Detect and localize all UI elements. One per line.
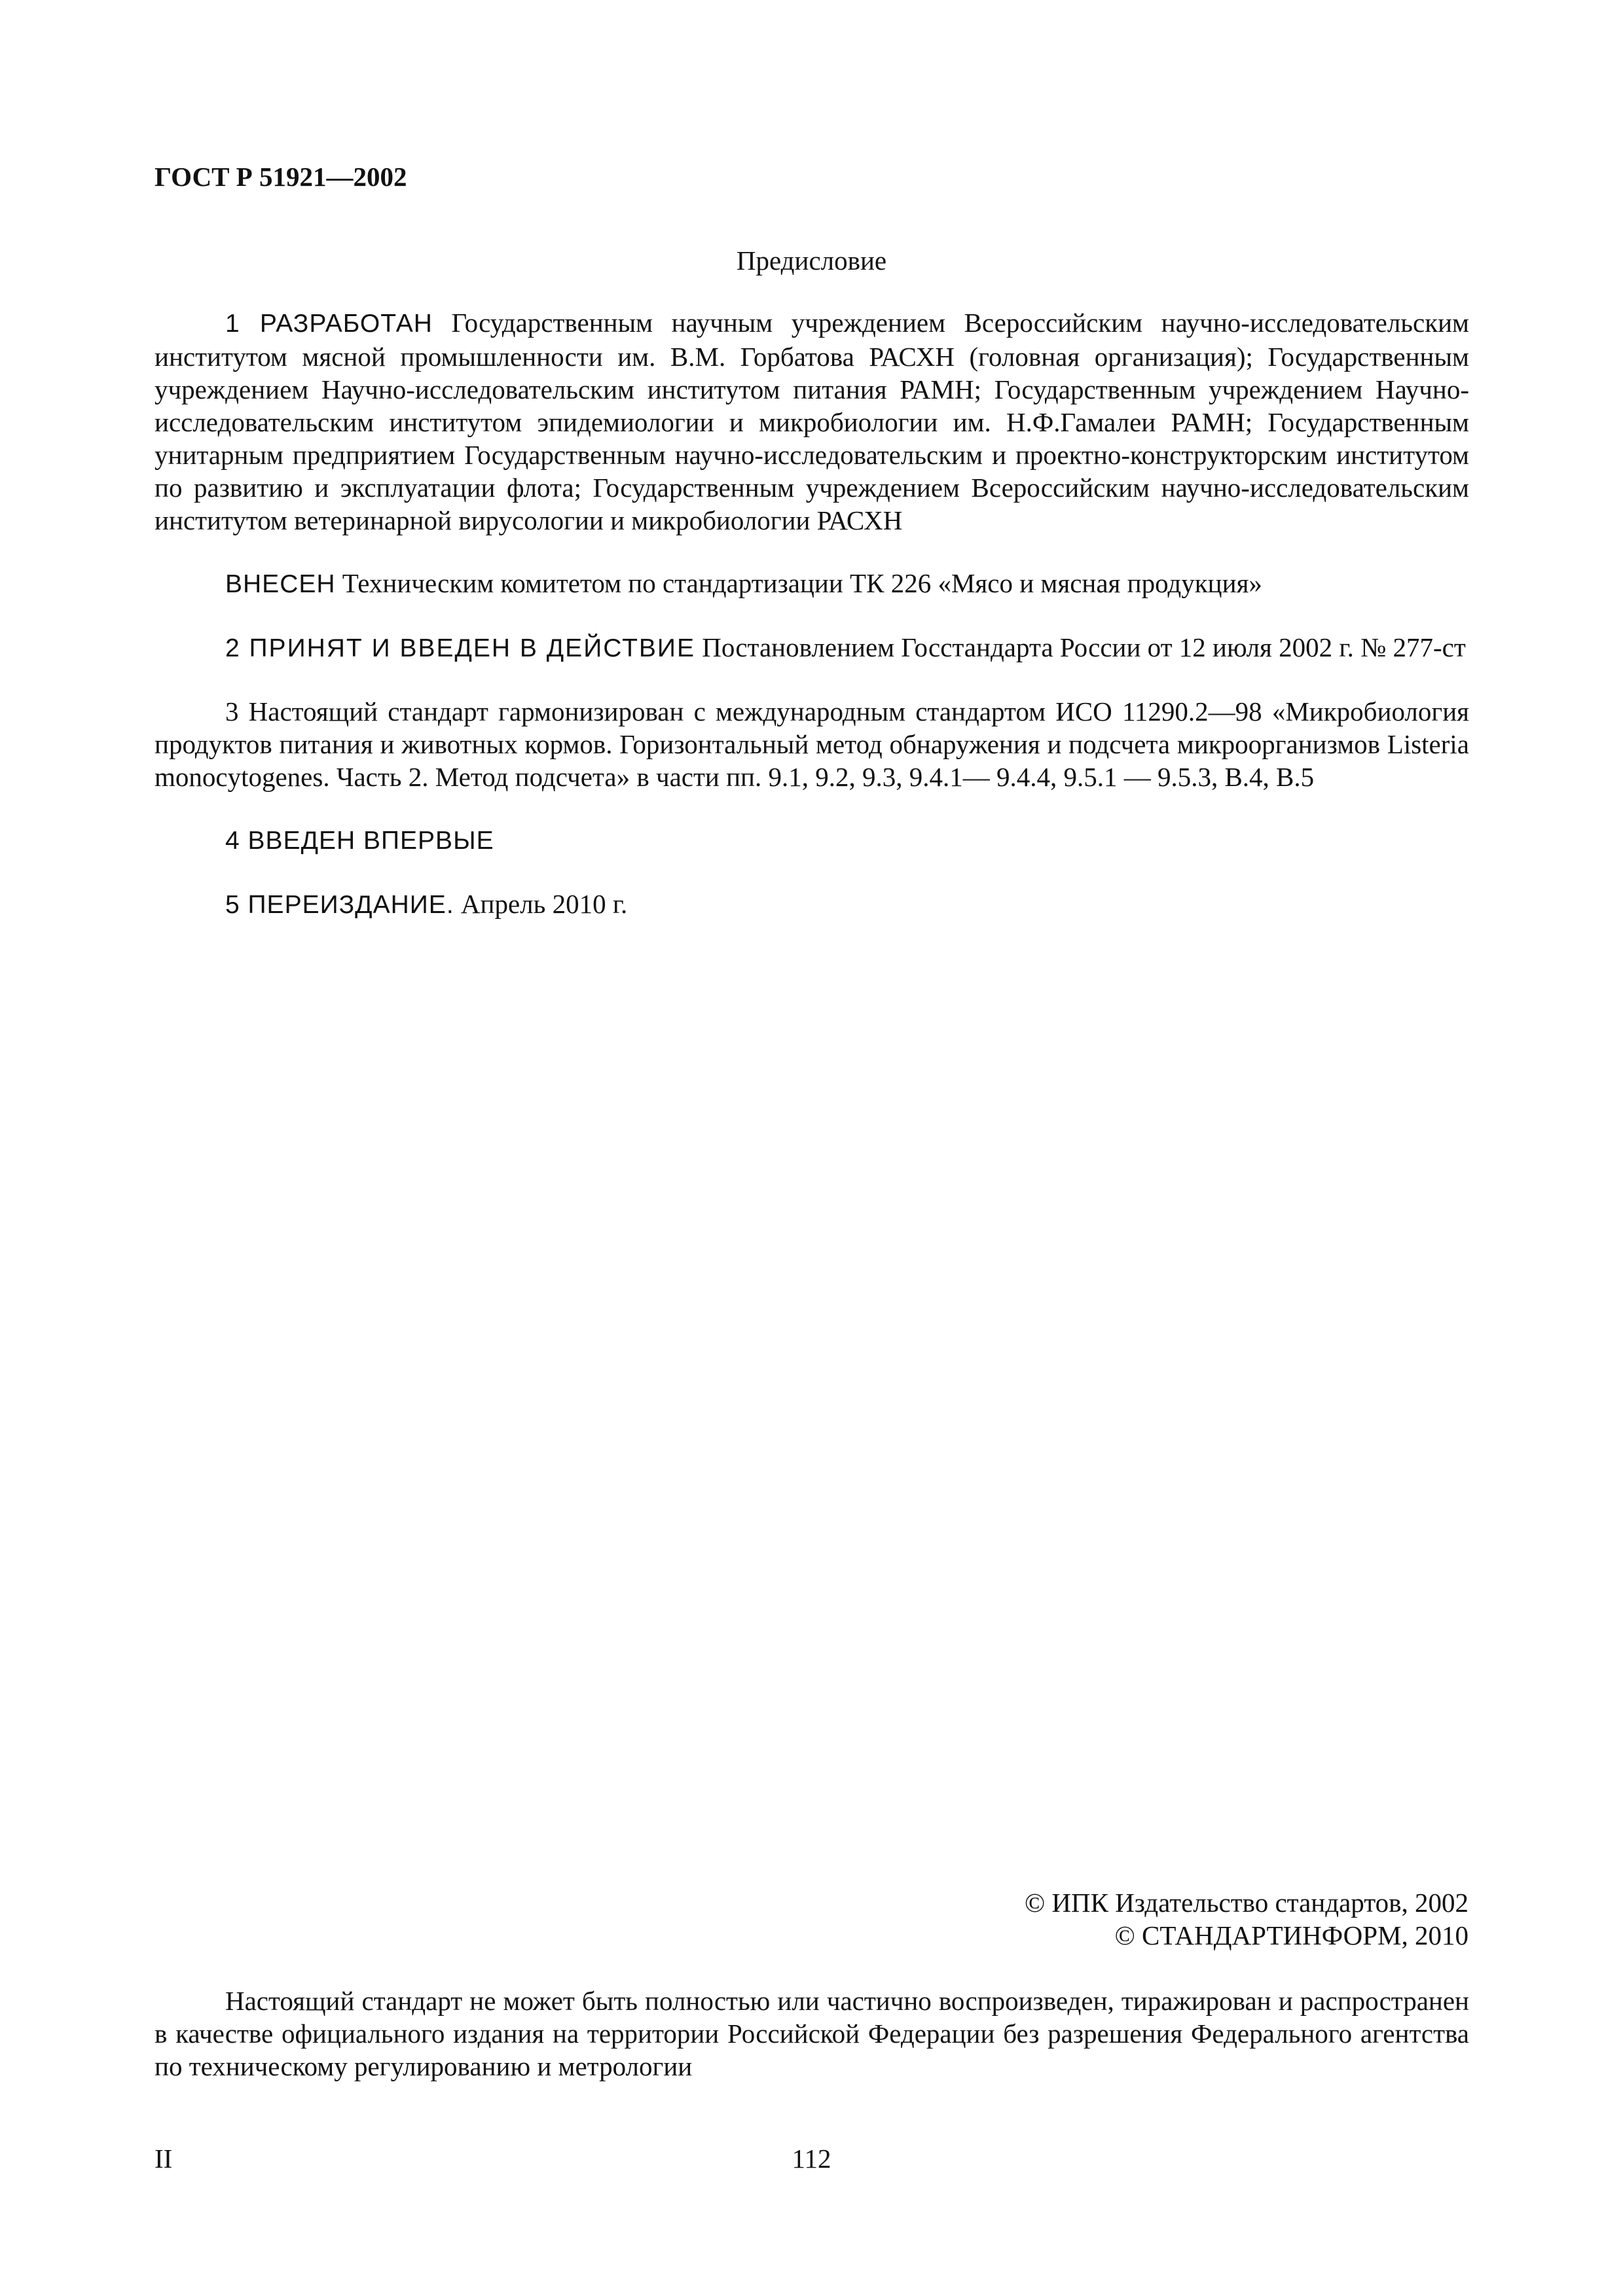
preface-item-first-introduced [155,823,1469,857]
developed-label: 1 РАЗРАБОТАН [225,310,433,338]
document-code: ГОСТ Р 51921—2002 [155,162,407,192]
reissue-text: Апрель 2010 г. [454,889,628,919]
adopted-label: 2 ПРИНЯТ И ВВЕДЕН В ДЕЙСТВИЕ [225,634,695,662]
copyright-block [1025,1886,1468,1952]
copyright-line-standartinform: © СТАНДАРТИНФОРМ, 2010 [1114,1920,1468,1950]
adopted-text: Постановлением Госстандарта России от 12 июля 2002 г. № 277-ст [695,632,1466,662]
harmonized-text: 3 Настоящий стандарт гармонизирован с международным стандартом ИСО 11290.2—98 «Микробиология продуктов питания и животных кормов. Горизонтальный метод обнаружения и подсчета микроорганизмов Listeria monocytogenes. Часть 2. Метод подсчета» в части пп. 9.1, 9.2, 9.3, 9.4.1— 9.4.4, 9.5.1 — 9.5.3, В.4, В.5 [155,696,1469,792]
first-introduced-label: 4 ВВЕДЕН ВПЕРВЫЕ [225,827,494,855]
preface-item-introduced-by [155,567,1469,601]
reproduction-notice: Настоящий стандарт не может быть полностью или частично воспроизведен, тиражирован и распространен в качестве официального издания на территории Российской Федерации без разрешения Федерального агентства по техническому регулированию и метрологии [155,1986,1469,2081]
preface-heading: Предисловие [736,245,887,276]
introduced-by-text: Техническим комитетом по стандартизации ТК 226 «Мясо и мясная продукция» [335,568,1262,598]
preface-item-adopted [155,631,1469,665]
preface-item-developed [155,306,1469,537]
preface-body [155,306,1469,952]
page-number: 112 [792,2144,831,2174]
reissue-label: 5 ПЕРЕИЗДАНИЕ. [225,891,454,919]
introduced-by-label: ВНЕСЕН [225,570,336,598]
preface-item-harmonized [155,695,1469,793]
preface-item-reissue [155,888,1469,922]
developed-text: Государственным научным учреждением Всероссийским научно-исследовательским институтом мясной промышленности им. В.М. Горбатова РАСХН (головная организация); Государственным учреждением Научно-исследовательским институтом питания РАМН; Государственным учреждением Научно-исследовательским институтом эпидемиологии и микробиологии им. Н.Ф.Гамалеи РАМН; Государственным унитарным предприятием Государственным научно-исследовательским и проектно-конструкторским институтом по развитию и эксплуатации флота; Государственным учреждением Всероссийским научно-исследовательским институтом ветеринарной вирусологии и микробиологии РАСХН [155,308,1469,535]
roman-page-number: II [155,2144,173,2174]
copyright-line-ipk: © ИПК Издательство стандартов, 2002 [1024,1888,1468,1918]
